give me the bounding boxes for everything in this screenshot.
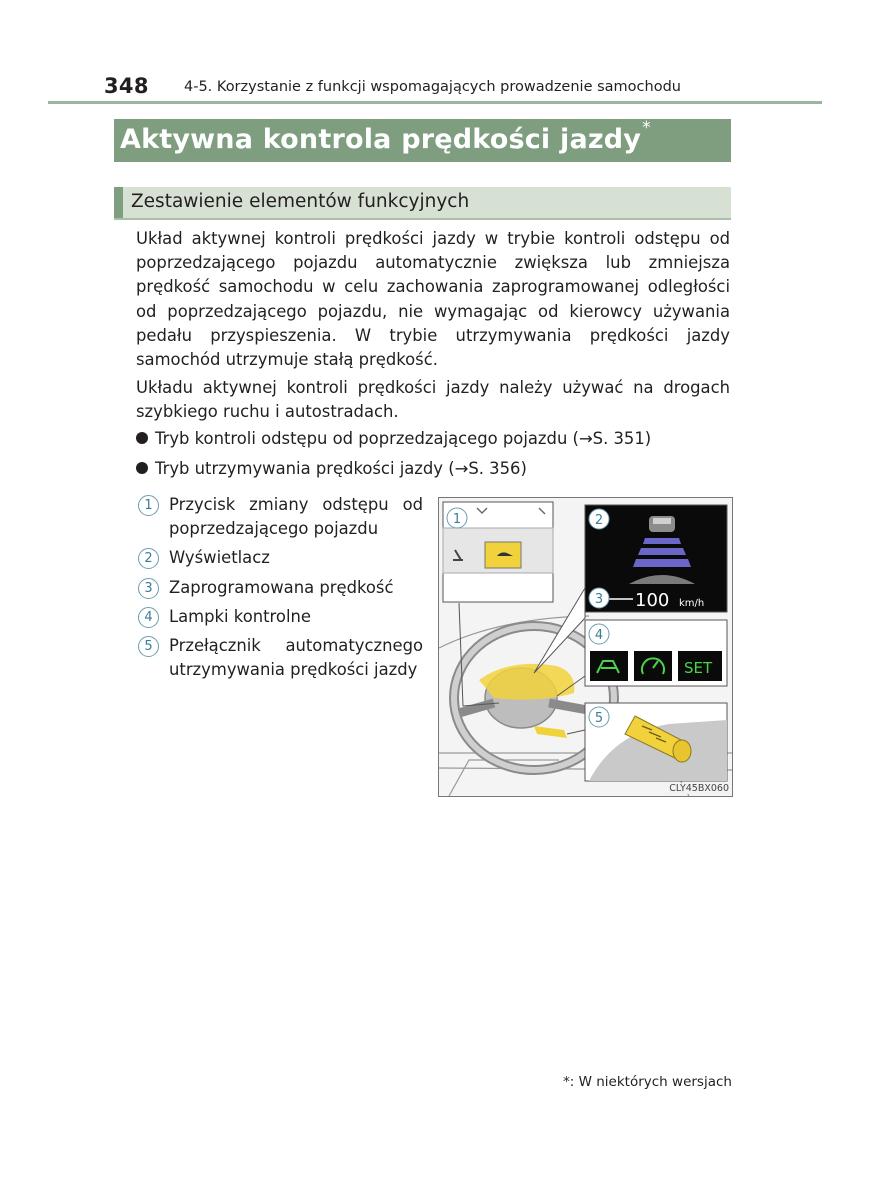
legend-item-4	[138, 605, 423, 629]
bullet-icon	[136, 432, 148, 444]
legend-number: 5	[138, 636, 159, 657]
callout-2-label: 2	[594, 513, 604, 528]
legend-number: 2	[138, 548, 159, 569]
legend-text: Przycisk zmiany odstępu od poprzedzającego pojazdu	[169, 495, 423, 539]
legend-number: 1	[138, 495, 159, 516]
legend-text: Przełącznik automatycznego utrzymywania prędkości jazdy	[169, 636, 423, 680]
page-number: 348	[104, 74, 149, 98]
set-speed-unit: km/h	[679, 598, 705, 609]
header-rule	[48, 101, 822, 104]
section-header	[114, 187, 731, 220]
paragraph-intro: Układ aktywnej kontroli prędkości jazdy w trybie kontroli odstępu od poprzedzającego pojazdu automatycznie zwiększa lub zmniejsza prędkość samochodu w celu zachowania zaprogramowanej odległości od poprzedzającego pojazdu, nie wymagając od kierowcy używania pedału przyspieszenia. W trybie utrzymywania prędkości jazdy samochód utrzymuje stałą prędkość.	[136, 229, 730, 370]
title-bar	[114, 119, 731, 162]
running-header: 4-5. Korzystanie z funkcji wspomagających prowadzenie samochodu	[184, 79, 681, 95]
bullet-text: Tryb kontroli odstępu od poprzedzającego pojazdu (→S. 351)	[155, 429, 652, 448]
bullet-item	[136, 459, 527, 478]
callout-5-label: 5	[594, 711, 604, 726]
legend-item-2	[138, 546, 423, 570]
lever-tip	[673, 740, 691, 762]
bullet-text: Tryb utrzymywania prędkości jazdy (→S. 356)	[155, 459, 527, 478]
legend-item-1	[138, 493, 423, 541]
cruise-lamp	[634, 651, 672, 681]
title-asterisk: *	[642, 118, 651, 138]
page-title-text: Aktywna kontrola prędkości jazdy	[120, 124, 642, 155]
legend-number: 3	[138, 578, 159, 599]
legend-text: Wyświetlacz	[169, 548, 270, 567]
lead-car-icon	[649, 516, 675, 532]
paragraph-usage: Układu aktywnej kontroli prędkości jazdy należy używać na drogach szybkiego ruchu i autostradach.	[136, 378, 730, 422]
footnote	[563, 1074, 732, 1090]
page-title	[120, 118, 651, 155]
figure-drawing	[439, 498, 732, 796]
callout-1-label: 1	[452, 512, 462, 527]
cruise-control-figure	[438, 497, 733, 797]
set-lamp-label: SET	[684, 659, 713, 677]
legend-text: Lampki kontrolne	[169, 607, 311, 626]
callout-3-label: 3	[594, 592, 604, 607]
callout-4-label: 4	[594, 628, 604, 643]
legend-item-5	[138, 634, 423, 682]
figure-code: CLY45BX060	[669, 783, 729, 794]
radar-cruise-lamp	[590, 651, 628, 681]
bullet-icon	[136, 462, 148, 474]
footnote-text: : W niektórych wersjach	[569, 1074, 732, 1090]
legend-text: Zaprogramowana prędkość	[169, 578, 394, 597]
legend-number: 4	[138, 607, 159, 628]
footnote-marker: *	[563, 1074, 570, 1090]
section-title: Zestawienie elementów funkcyjnych	[131, 191, 470, 212]
section-accent	[114, 187, 123, 218]
legend-item-3	[138, 576, 423, 600]
set-speed-value: 100	[635, 590, 670, 611]
bullet-item	[136, 429, 651, 448]
